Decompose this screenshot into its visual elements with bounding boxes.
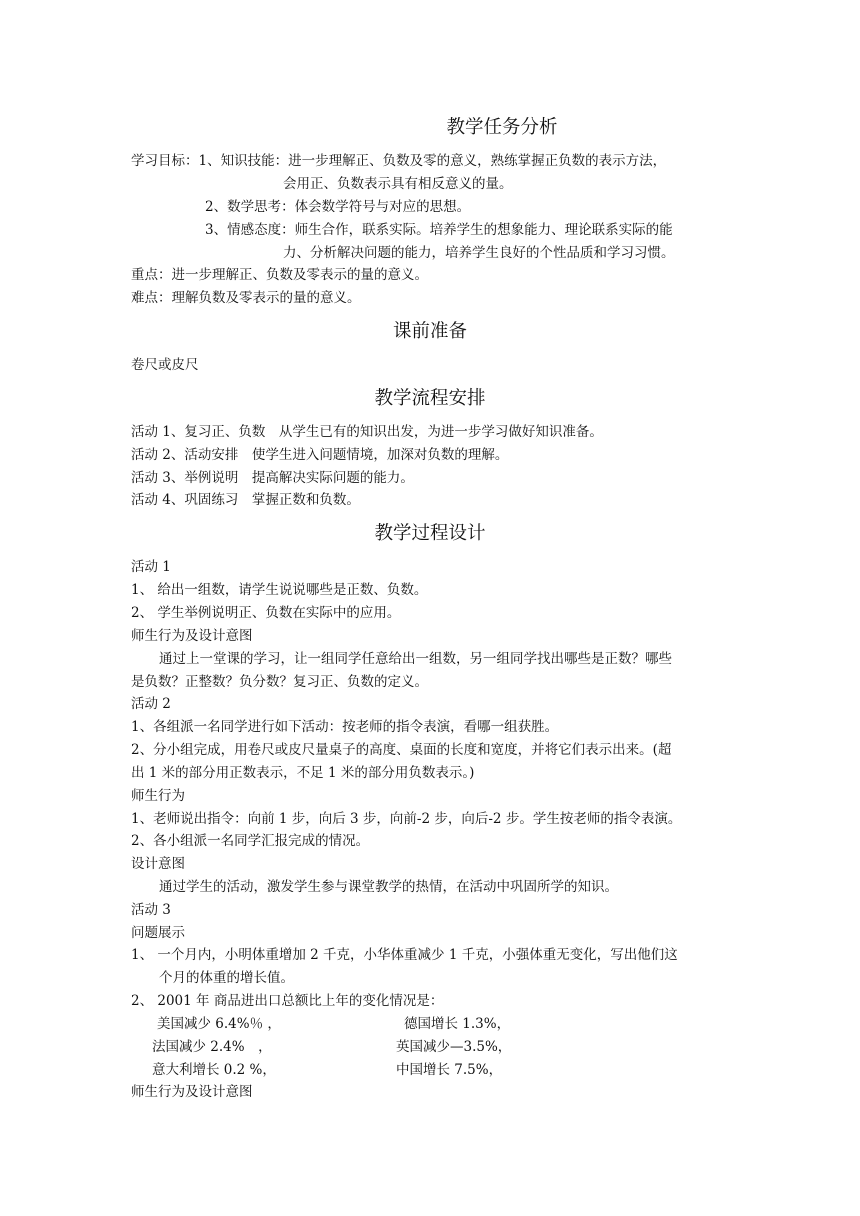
goal-knowledge-line2: 会用正、负数表示具有相反意义的量。 <box>283 176 513 192</box>
activity3-title: 活动 3 <box>131 902 171 918</box>
activity2-subheading2: 设计意图 <box>131 856 185 872</box>
activity1-item: 1、 给出一组数，请学生说说哪些是正数、负数。 <box>131 582 428 598</box>
activity2-behavior: 2、各小组派一名同学汇报完成的情况。 <box>131 833 370 849</box>
preparation-text: 卷尺或皮尺 <box>131 357 199 373</box>
country-change: 意大利增长 0.2 %， <box>152 1062 276 1078</box>
activity1-subheading: 师生行为及设计意图 <box>131 628 253 644</box>
heading-preparation: 课前准备 <box>392 321 467 342</box>
heading-task-analysis: 教学任务分析 <box>446 117 558 138</box>
goal-knowledge-line1: 学习目标：1、知识技能：进一步理解正、负数及零的意义，熟练掌握正负数的表示方法， <box>131 153 667 169</box>
heading-design: 教学过程设计 <box>374 523 486 544</box>
flow-item: 活动 2、活动安排 使学生进入问题情境，加深对负数的理解。 <box>131 447 509 463</box>
country-change: 英国减少—3.5%， <box>396 1039 512 1055</box>
activity2-title: 活动 2 <box>131 696 171 712</box>
flow-item: 活动 4、巩固练习 掌握正数和负数。 <box>131 492 360 508</box>
activity1-title: 活动 1 <box>131 559 171 575</box>
flow-item: 活动 3、举例说明 提高解决实际问题的能力。 <box>131 470 414 486</box>
activity3-question1-line2: 个月的体重的增长值。 <box>159 970 294 986</box>
goal-attitude-line2: 力、分析解决问题的能力，培养学生良好的个性品质和学习习惯。 <box>283 245 675 261</box>
activity3-question2: 2、 2001 年 商品进出口总额比上年的变化情况是： <box>131 993 444 1009</box>
activity1-paragraph-line2: 是负数？正整数？负分数？复习正、负数的定义。 <box>131 674 428 690</box>
activity2-item-cont: 出 1 米的部分用正数表示，不足 1 米的部分用负数表示。) <box>131 765 475 781</box>
activity2-item: 1、各组派一名同学进行如下活动：按老师的指令表演，看哪一组获胜。 <box>131 719 559 735</box>
activity2-behavior: 1、老师说出指令：向前 1 步，向后 3 步，向前-2 步，向后-2 步。学生按老师的指令表演。 <box>131 811 682 827</box>
flow-item: 活动 1、复习正、负数 从学生已有的知识出发，为进一步学习做好知识准备。 <box>131 424 603 440</box>
activity2-subheading: 师生行为 <box>131 788 185 804</box>
activity1-paragraph-line1: 通过上一堂课的学习，让一组同学任意给出一组数，另一组同学找出哪些是正数？哪些 <box>159 651 672 667</box>
activity2-paragraph: 通过学生的活动，激发学生参与课堂教学的热情，在活动中巩固所学的知识。 <box>159 879 618 895</box>
activity2-item: 2、分小组完成，用卷尺或皮尺量桌子的高度、桌面的长度和宽度，并将它们表示出来。(超 <box>131 742 672 758</box>
goal-thinking: 2、数学思考：体会数学符号与对应的思想。 <box>205 199 471 215</box>
goal-attitude-line1: 3、情感态度：师生合作，联系实际。培养学生的想象能力、理论联系实际的能 <box>205 222 673 238</box>
country-change: 法国减少 2.4% ， <box>152 1039 272 1055</box>
activity3-question1-line1: 1、 一个月内，小明体重增加 2 千克，小华体重减少 1 千克，小强体重无变化，写出他们这 <box>131 947 678 963</box>
key-point: 重点：进一步理解正、负数及零表示的量的意义。 <box>131 267 428 283</box>
activity1-item: 2、 学生举例说明正、负数在实际中的应用。 <box>131 605 401 621</box>
activity3-subheading2: 师生行为及设计意图 <box>131 1084 253 1100</box>
country-change: 德国增长 1.3%， <box>404 1016 511 1032</box>
activity3-subheading: 问题展示 <box>131 925 185 941</box>
country-change: 美国减少 6.4%％ ， <box>157 1016 281 1032</box>
country-change: 中国增长 7.5%， <box>396 1062 503 1078</box>
difficulty: 难点：理解负数及零表示的量的意义。 <box>131 290 361 306</box>
heading-flow: 教学流程安排 <box>374 388 486 409</box>
